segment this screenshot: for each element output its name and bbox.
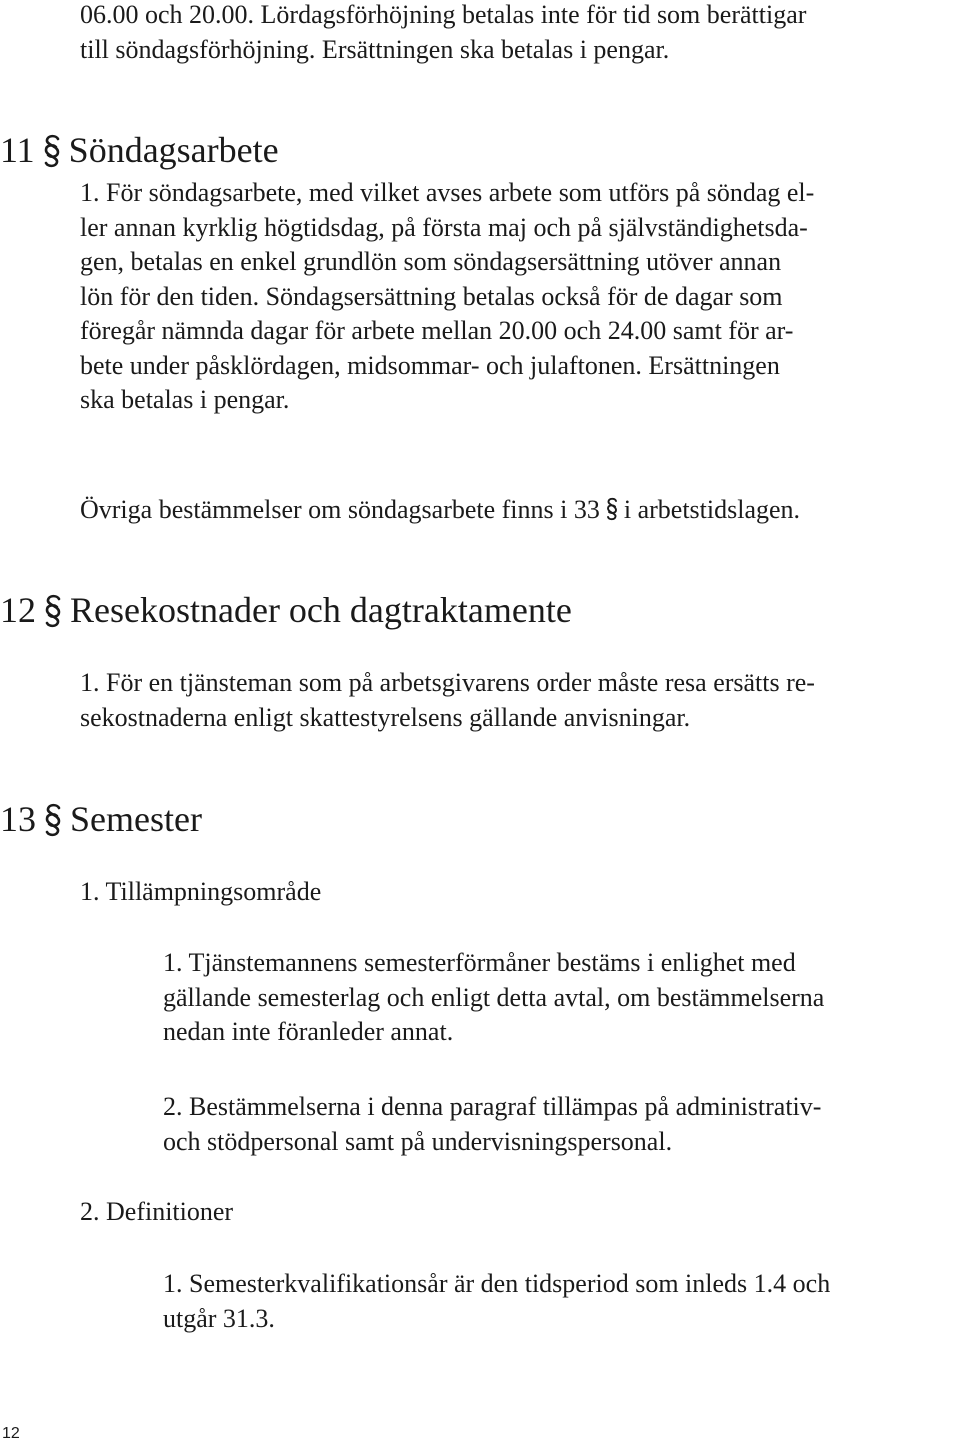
text-line: 1. Tjänstemannens semesterförmåner bestäms i enlighet med xyxy=(163,948,796,977)
text-line: 1. Semesterkvalifikationsår är den tidsperiod som inleds 1.4 och xyxy=(163,1269,831,1298)
section-sign-icon xyxy=(40,592,66,630)
text-line: gen, betalas en enkel grundlön som söndagsersättning utöver annan xyxy=(80,247,782,276)
section-13-item xyxy=(163,946,960,1050)
section-number: 13 xyxy=(0,799,36,839)
section-11-heading xyxy=(0,130,279,170)
text-line: bete under påsklördagen, midsommar- och julaftonen. Ersättningen xyxy=(80,350,780,380)
section-title: Söndagsarbete xyxy=(68,130,279,170)
section-12-paragraph-1 xyxy=(80,666,960,735)
text-line: 1. För en tjänsteman som på arbetsgivarens order måste resa ersätts re- xyxy=(80,668,815,697)
text-line: nedan inte föranleder annat. xyxy=(163,1017,454,1046)
subsection-heading: 2. Definitioner xyxy=(80,1197,234,1226)
text-line: och stödpersonal samt på undervisningspersonal. xyxy=(163,1126,673,1156)
section-title: Semester xyxy=(70,799,202,839)
text-line: ska betalas i pengar. xyxy=(80,385,290,414)
text-segment: i arbetstidslagen. xyxy=(623,495,801,524)
text-line: utgår 31.3. xyxy=(163,1303,275,1333)
section-11-paragraph-2 xyxy=(80,493,960,528)
text-line: 1. För söndagsarbete, med vilket avses arbete som utförs på söndag el- xyxy=(80,178,815,207)
text-segment: Övriga bestämmelser om söndagsarbete finns i 33 xyxy=(80,495,600,524)
text-line: gällande semesterlag och enligt detta avtal, om bestämmelserna xyxy=(163,982,825,1012)
section-sign-icon xyxy=(603,496,621,522)
page-number: 12 xyxy=(2,1425,20,1442)
text-line: sekostnaderna enligt skattestyrelsens gällande anvisningar. xyxy=(80,702,691,732)
section-13-item xyxy=(163,1267,960,1336)
section-13-item xyxy=(163,1090,960,1159)
section-number: 11 xyxy=(0,130,35,170)
section-13-heading xyxy=(0,799,202,839)
subsection-heading: 1. Tillämpningsområde xyxy=(80,877,322,906)
section-11-paragraph-1 xyxy=(80,176,960,418)
section-sign-icon xyxy=(40,801,66,839)
text-line xyxy=(80,493,960,528)
section-12-heading xyxy=(0,590,572,630)
text-line: ler annan kyrklig högtidsdag, på första maj och på självständighetsda- xyxy=(80,212,808,242)
section-sign-icon xyxy=(39,132,65,170)
text-line: lön för den tiden. Söndagsersättning betalas också för de dagar som xyxy=(80,281,783,311)
intro-paragraph xyxy=(80,0,960,67)
section-number: 12 xyxy=(0,590,36,630)
section-title: Resekostnader och dagtraktamente xyxy=(70,590,572,630)
text-line: till söndagsförhöjning. Ersättningen ska betalas i pengar. xyxy=(80,34,670,64)
text-line: föregår nämnda dagar för arbete mellan 20.00 och 24.00 samt för ar- xyxy=(80,316,794,345)
text-line: 06.00 och 20.00. Lördagsförhöjning betalas inte för tid som berättigar xyxy=(80,0,807,29)
text-line: 2. Bestämmelserna i denna paragraf tillämpas på administrativ- xyxy=(163,1092,822,1121)
